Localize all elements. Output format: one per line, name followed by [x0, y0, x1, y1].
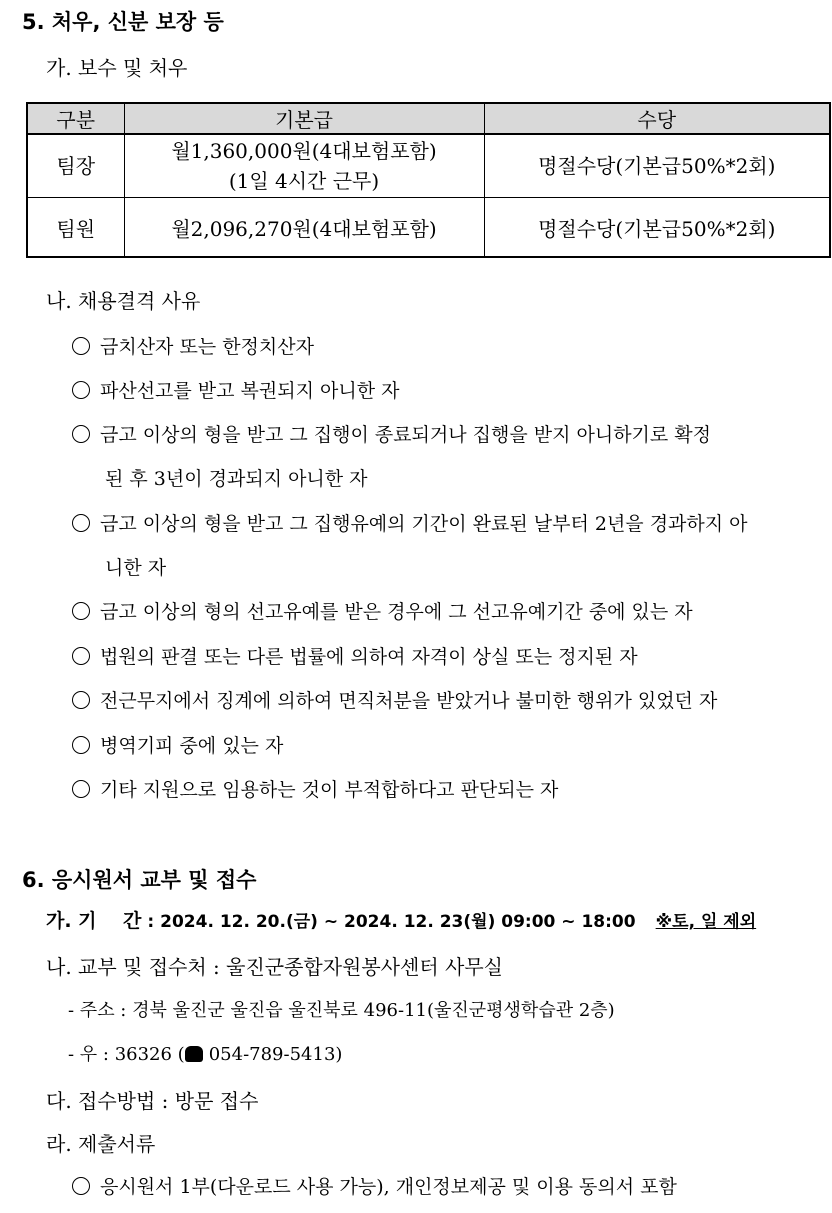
list-item: 응시원서 1부(다운로드 사용 가능), 개인정보제공 및 이용 동의서 포함: [72, 1172, 677, 1199]
allowance-cell: 명절수당(기본급50%*2회): [484, 134, 830, 198]
postal-line: - 우 : 36326 ( 054-789-5413): [68, 1044, 343, 1065]
header-cell-base-pay: 기본급: [124, 103, 484, 134]
circle-bullet-icon: [72, 647, 90, 665]
period-label: 가. 기 간: [46, 910, 142, 932]
section6-title: 6. 응시원서 교부 및 접수: [22, 868, 257, 892]
circle-bullet-icon: [72, 736, 90, 754]
phone-icon: [185, 1046, 203, 1062]
list-item: 금고 이상의 형을 받고 그 집행유예의 기간이 완료된 날부터 2년을 경과하지 아: [72, 509, 748, 536]
allowance-cell: 명절수당(기본급50%*2회): [484, 198, 830, 258]
list-item: 법원의 판결 또는 다른 법률에 의하여 자격이 상실 또는 정지된 자: [72, 642, 638, 669]
circle-bullet-icon: [72, 1177, 90, 1195]
list-item: 금고 이상의 형을 받고 그 집행이 종료되거나 집행을 받지 아니하기로 확정: [72, 420, 711, 447]
documents-title: 라. 제출서류: [46, 1132, 156, 1156]
base-pay-line: 월1,360,000원(4대보험포함): [171, 139, 437, 163]
table-row: [27, 198, 830, 258]
circle-bullet-icon: [72, 425, 90, 443]
base-pay-cell: [124, 134, 484, 198]
header-cell-allowance: 수당: [484, 103, 830, 134]
role-cell: 팀장: [27, 134, 124, 198]
reception-place: 나. 교부 및 접수처 : 울진군종합자원봉사센터 사무실: [46, 955, 503, 979]
list-item-continuation: 된 후 3년이 경과되지 아니한 자: [105, 468, 368, 490]
list-item: 전근무지에서 징계에 의하여 면직처분을 받았거나 불미한 행위가 있었던 자: [72, 686, 717, 713]
subsection-disqualification-title: 나. 채용결격 사유: [46, 289, 201, 313]
table-row: [27, 134, 830, 198]
circle-bullet-icon: [72, 337, 90, 355]
list-item: 금치산자 또는 한정치산자: [72, 332, 314, 359]
period-line: [46, 906, 756, 933]
list-item: 병역기피 중에 있는 자: [72, 731, 283, 758]
role-cell: 팀원: [27, 198, 124, 258]
base-pay-cell: 월2,096,270원(4대보험포함): [124, 198, 484, 258]
list-item: 금고 이상의 형의 선고유예를 받은 경우에 그 선고유예기간 중에 있는 자: [72, 597, 693, 624]
circle-bullet-icon: [72, 691, 90, 709]
base-pay-note: (1일 4시간 근무): [228, 169, 380, 193]
list-item: 기타 지원으로 임용하는 것이 부적합하다고 판단되는 자: [72, 775, 558, 802]
subsection-pay-title: 가. 보수 및 처우: [46, 56, 188, 80]
circle-bullet-icon: [72, 381, 90, 399]
table-header-row: [27, 103, 830, 134]
pay-table: [26, 102, 831, 258]
period-note: ※토, 일 제외: [655, 912, 757, 932]
list-item-continuation: 니한 자: [105, 557, 167, 579]
period-value: : 2024. 12. 20.(금) ~ 2024. 12. 23(월) 09:00 ~ 18:00: [147, 912, 636, 932]
reception-method: 다. 접수방법 : 방문 접수: [46, 1089, 259, 1113]
circle-bullet-icon: [72, 602, 90, 620]
section5-title: 5. 처우, 신분 보장 등: [22, 10, 224, 34]
circle-bullet-icon: [72, 780, 90, 798]
address-line: - 주소 : 경북 울진군 울진읍 울진북로 496-11(울진군평생학습관 2층): [68, 1000, 615, 1021]
list-item: 파산선고를 받고 복권되지 아니한 자: [72, 376, 399, 403]
circle-bullet-icon: [72, 514, 90, 532]
header-cell-category: 구분: [27, 103, 124, 134]
